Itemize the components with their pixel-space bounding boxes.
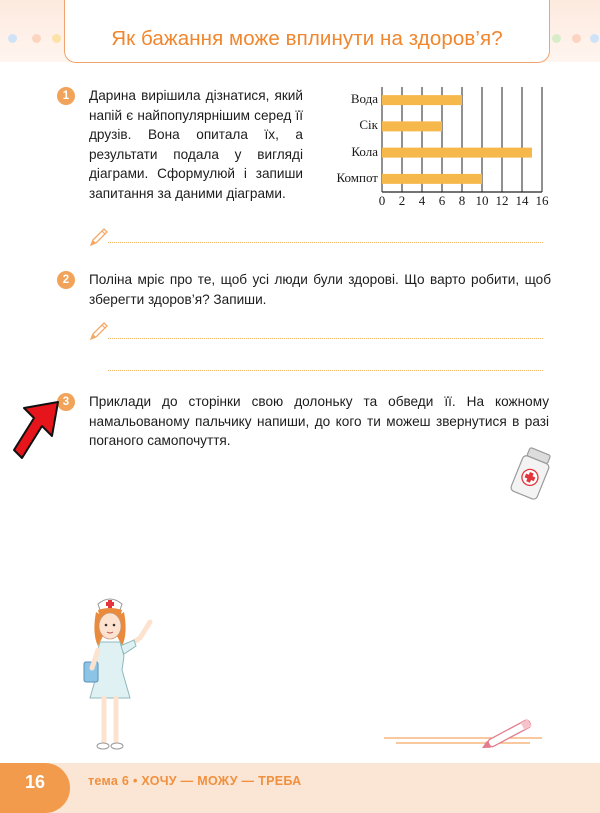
category-label: Кола <box>351 143 378 159</box>
decorative-dots-left <box>0 34 64 44</box>
task-2-text: Поліна мріє про те, щоб усі люди були здорові. Що варто робити, щоб зберегти здоров’я? Запиши. <box>89 272 551 307</box>
page-title: Як бажання може вплинути на здоров’я? <box>111 27 503 50</box>
task-number-1: 1 <box>57 87 75 105</box>
x-tick-label: 6 <box>438 193 446 208</box>
task-number-3: 3 <box>57 393 75 411</box>
task-3-text: Приклади до сторінки свою долоньку та обведи її. На кожному намальованому пальчику напиши, до кого ти можеш звернутися в разі поганого самопочуття. <box>89 394 549 448</box>
x-tick-label: 14 <box>515 193 529 208</box>
bar-1 <box>382 95 462 105</box>
bar-3 <box>382 148 532 158</box>
pill-bottle-icon <box>503 446 561 504</box>
x-tick-label: 4 <box>418 193 426 208</box>
answer-line[interactable] <box>108 338 543 339</box>
x-tick-label: 16 <box>535 193 549 208</box>
x-tick-label: 10 <box>475 193 489 208</box>
x-tick-label: 8 <box>458 193 466 208</box>
topic-label: тема 6 • ХОЧУ — МОЖУ — ТРЕБА <box>88 774 302 788</box>
pen-icon <box>382 716 552 752</box>
x-tick-label: 2 <box>398 193 406 208</box>
category-label: Сік <box>359 117 378 133</box>
task-1-text: Дарина вирішила дізнатися, який напій є найпопулярнішим серед її друзів. Вона опитала їх, а результати подала у вигляді діаграми. Сформулюй і запиши запитання за даними діаграми. <box>89 88 303 201</box>
bar-4 <box>382 174 482 184</box>
page-number: 16 <box>24 772 46 792</box>
pencil-icon <box>88 320 110 342</box>
x-tick-label: 0 <box>378 193 386 208</box>
category-label: Компот <box>336 169 378 185</box>
task-number-2: 2 <box>57 271 75 289</box>
red-arrow-icon <box>8 398 64 468</box>
footer-band <box>0 763 600 813</box>
answer-line[interactable] <box>108 370 543 371</box>
answer-line[interactable] <box>108 242 543 243</box>
x-tick-label: 12 <box>495 193 509 208</box>
pencil-icon <box>88 226 110 248</box>
bar-2 <box>382 121 442 131</box>
decorative-dots-right <box>548 34 600 44</box>
nurse-illustration <box>78 594 162 752</box>
category-label: Вода <box>350 91 378 107</box>
